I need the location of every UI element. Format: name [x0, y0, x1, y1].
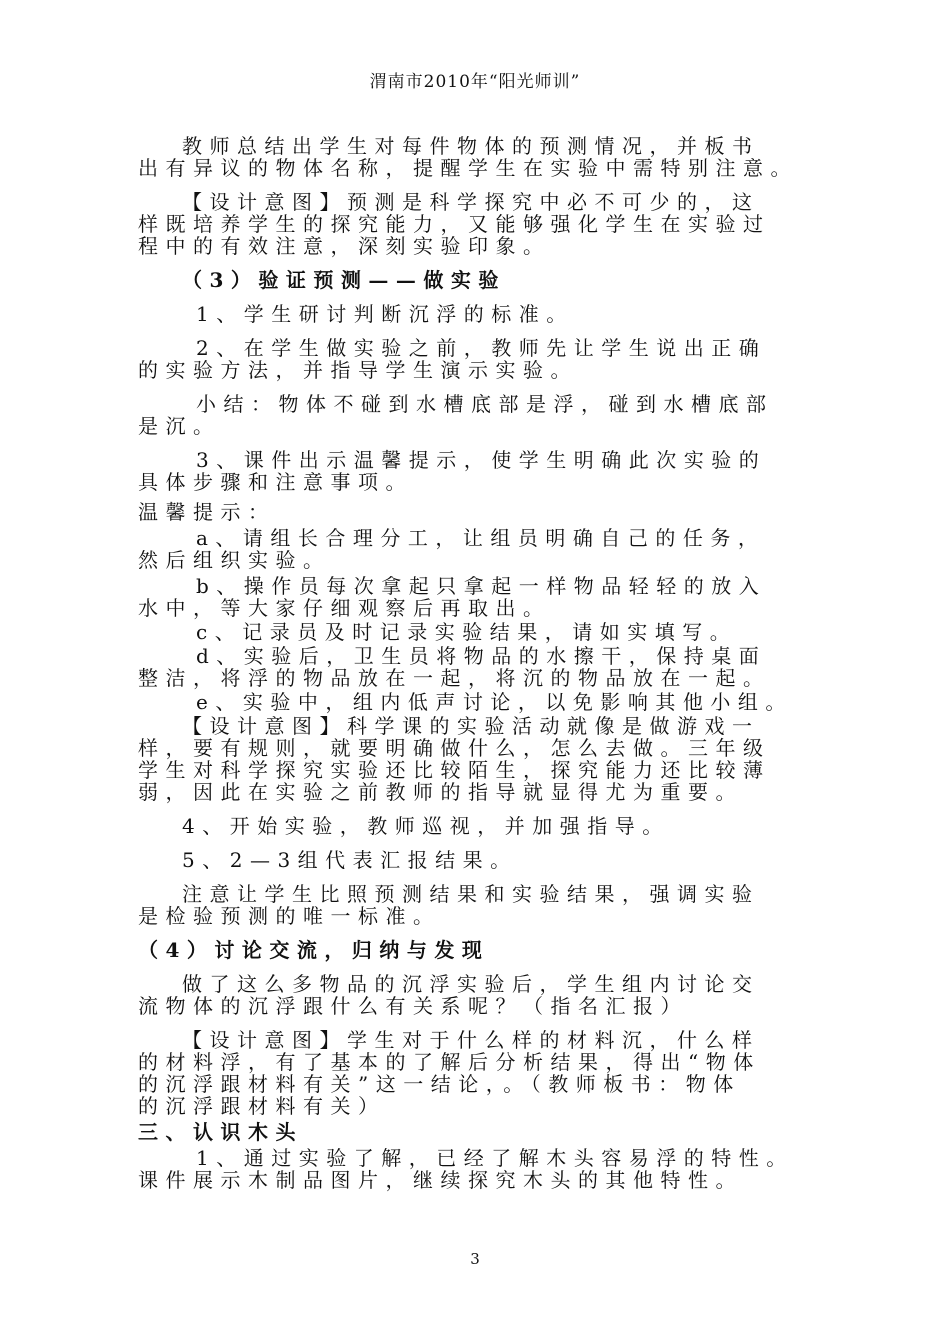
text-line: 1、通过实验了解，已经了解木头容易浮的特性。 [196, 1146, 794, 1170]
text-line: 的沉浮跟材料有关”这一结论，。（教师板书：物体 [138, 1072, 741, 1096]
text-line: 1、学生研讨判断沉浮的标准。 [196, 302, 574, 326]
paragraph-summary-sink-float [138, 393, 838, 437]
text-line: 流物体的沉浮跟什么有关系呢？（指名汇报） [138, 994, 688, 1018]
text-line: 注意让学生比照预测结果和实验结果，强调实验 [182, 882, 760, 906]
text-line: c、记录员及时记录实验结果，请如实填写。 [196, 620, 738, 644]
text-line: 样，要有规则，就要明确做什么，怎么去做。三年级 [138, 736, 771, 760]
text-line: 【设计意图】学生对于什么样的材料沉，什么样 [182, 1028, 760, 1052]
tip-d [138, 645, 838, 689]
text-line: 温馨提示： [138, 500, 276, 524]
page-header: 渭南市2010年“阳光师训” [369, 72, 581, 92]
text-line: 做了这么多物品的沉浮实验后，学生组内讨论交 [182, 972, 760, 996]
text-line: 然后组织实验。 [138, 548, 331, 572]
text-line: a、请组长合理分工，让组员明确自己的任务， [196, 526, 766, 550]
page-content [138, 135, 838, 1191]
text-line: 【设计意图】科学课的实验活动就像是做游戏一 [182, 714, 760, 738]
text-line: 5、2—3组代表汇报结果。 [182, 848, 518, 872]
text-line: 的实验方法，并指导学生演示实验。 [138, 358, 578, 382]
paragraph-step-4 [138, 815, 838, 837]
text-line: d、实验后，卫生员将物品的水擦干，保持桌面 [196, 644, 767, 668]
text-line: 小结：物体不碰到水槽底部是浮，碰到水槽底部 [196, 392, 774, 416]
text-line: 整洁，将浮的物品放在一起，将沉的物品放在一起。 [138, 666, 771, 690]
tip-c [138, 621, 838, 643]
paragraph-step-2 [138, 337, 838, 381]
text-line: b、操作员每次拿起只拿起一样物品轻轻的放入 [196, 574, 767, 598]
text-line: 2、在学生做实验之前，教师先让学生说出正确 [196, 336, 767, 360]
paragraph-step-3 [138, 449, 838, 493]
text-line: 水中，等大家仔细观察后再取出。 [138, 596, 551, 620]
tip-a [138, 527, 838, 571]
heading-text: （4）讨论交流，归纳与发现 [138, 938, 490, 962]
text-line: 样既培养学生的探究能力，又能够强化学生在实验过 [138, 212, 771, 236]
paragraph-design-intent-3 [138, 1029, 838, 1117]
text-line: 教师总结出学生对每件物体的预测情况，并板书 [182, 134, 760, 158]
page-number: 3 [470, 1250, 480, 1268]
paragraph-discussion [138, 973, 838, 1017]
paragraph-design-intent-2 [138, 715, 838, 803]
text-line: 弱，因此在实验之前教师的指导就显得尤为重要。 [138, 780, 743, 804]
text-line: e、实验中，组内低声讨论，以免影响其他小组。 [196, 690, 793, 714]
tip-e [138, 691, 838, 713]
text-line: 【设计意图】预测是科学探究中必不可少的，这 [182, 190, 760, 214]
paragraph-design-intent-1 [138, 191, 838, 257]
text-line: 课件展示木制品图片，继续探究木头的其他特性。 [138, 1168, 743, 1192]
text-line: 具体步骤和注意事项。 [138, 470, 413, 494]
section-heading-4 [138, 939, 838, 961]
text-line: 3、课件出示温馨提示，使学生明确此次实验的 [196, 448, 767, 472]
paragraph-wood-step-1 [138, 1147, 838, 1191]
section-heading-3 [138, 269, 838, 291]
text-line: 是检验预测的唯一标准。 [138, 904, 441, 928]
paragraph-step-5 [138, 849, 838, 871]
text-line: 的沉浮跟材料有关） [138, 1094, 386, 1118]
heading-text: 三、认识木头 [138, 1120, 303, 1144]
text-line: 学生对科学探究实验还比较陌生，探究能力还比较薄 [138, 758, 771, 782]
text-line: 出有异议的物体名称，提醒学生在实验中需特别注意。 [138, 156, 798, 180]
section-heading-wood [138, 1121, 838, 1143]
tip-b [138, 575, 838, 619]
text-line: 程中的有效注意，深刻实验印象。 [138, 234, 551, 258]
tips-label [138, 501, 838, 523]
text-line: 的材料浮，有了基本的了解后分析结果，得出“物体 [138, 1050, 761, 1074]
text-line: 4、开始实验，教师巡视，并加强指导。 [182, 814, 670, 838]
paragraph-attention [138, 883, 838, 927]
text-line: 是沉。 [138, 414, 221, 438]
paragraph-step-1 [138, 303, 838, 325]
paragraph-summary-predictions [138, 135, 838, 179]
heading-text: （3）验证预测——做实验 [182, 268, 506, 292]
